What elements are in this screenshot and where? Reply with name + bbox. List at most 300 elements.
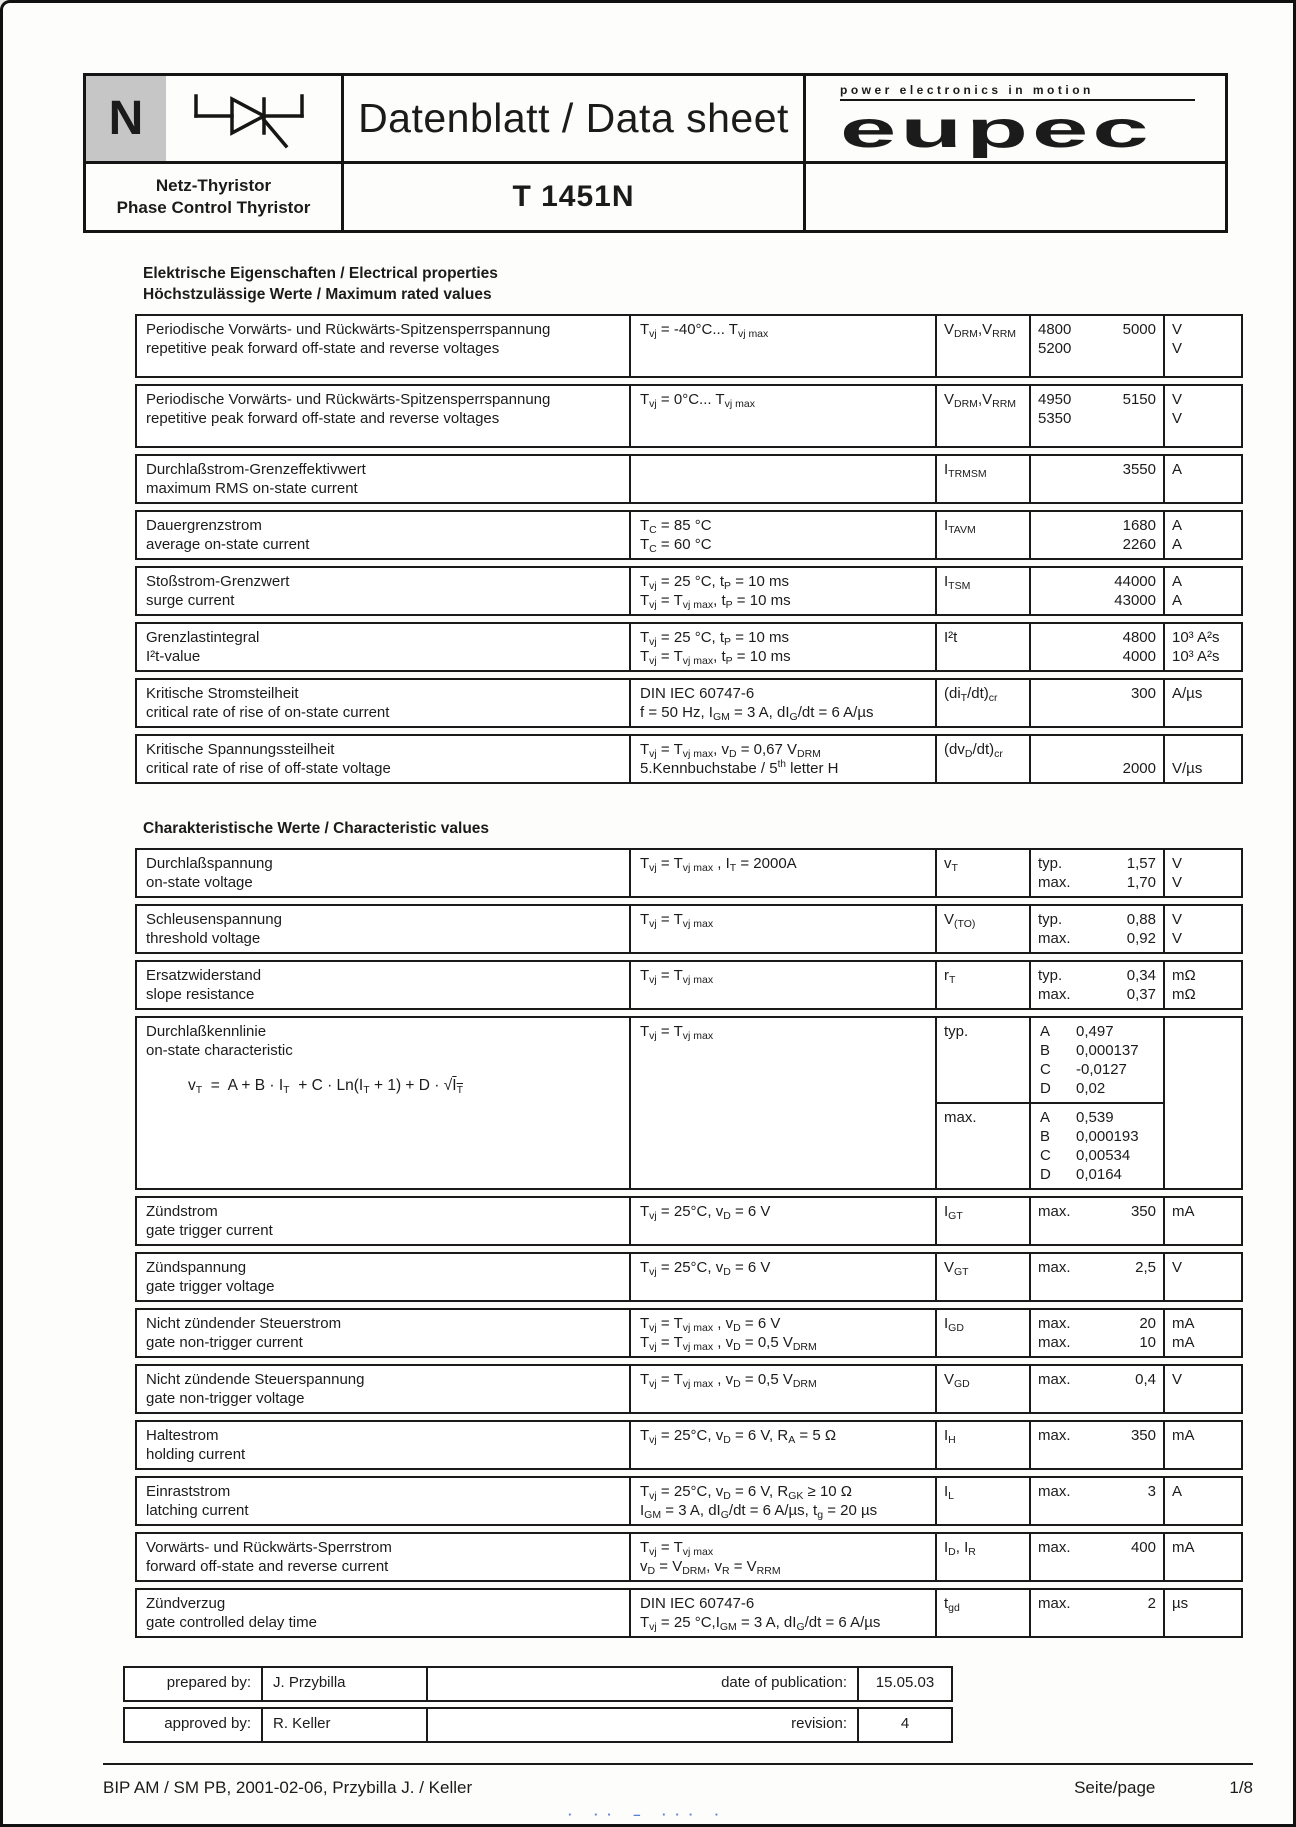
coefficient-row	[1040, 1127, 1154, 1146]
table-row	[135, 1252, 1243, 1302]
unit-cell	[1165, 850, 1241, 896]
value-qualifier: max.	[1038, 874, 1071, 891]
value-number: 5150	[1122, 391, 1156, 408]
coefficient-value: -0,0127	[1076, 1061, 1127, 1078]
coefficient-letter: B	[1040, 1042, 1051, 1059]
value-cell	[1031, 456, 1165, 502]
parameter-name-de: Ersatzwiderstand	[146, 967, 262, 984]
coefficient-value: 0,497	[1076, 1023, 1114, 1040]
unit-line: mΩ	[1172, 967, 1196, 984]
conditions-cell	[631, 906, 937, 952]
parameter-name-de: Durchlaßspannung	[146, 855, 273, 872]
value-cell	[1031, 568, 1165, 614]
conditions-cell	[631, 624, 937, 670]
conditions-cell	[631, 1478, 937, 1524]
conditions-cell	[631, 1422, 937, 1468]
parameter-name-en: holding current	[146, 1446, 246, 1463]
symbol-cell: $r_T$	[937, 962, 1031, 1008]
parameter-cell	[137, 906, 631, 952]
approved-by-value: R. Keller	[263, 1709, 428, 1741]
coefficient-letter: B	[1040, 1128, 1051, 1145]
parameter-cell	[137, 736, 631, 782]
spacer	[1062, 854, 1127, 873]
spacer	[1071, 320, 1122, 339]
unit-line: 10³ A²s	[1172, 629, 1220, 646]
spacer	[1038, 516, 1123, 535]
conditions-cell	[631, 512, 937, 558]
parameter-name-en: on-state voltage	[146, 874, 253, 891]
value-qualifier: max.	[1038, 1595, 1071, 1612]
value-number: 0,37	[1126, 986, 1156, 1003]
parameter-name-en: surge current	[146, 592, 235, 609]
value-qualifier: max.	[1038, 1427, 1071, 1444]
revision-label: revision:	[428, 1709, 859, 1741]
unit-line: V	[1172, 855, 1183, 872]
value-line	[1038, 516, 1156, 535]
condition-line: $T_{vj} = T_{vj max}$, $t_P = 10$ ms	[640, 648, 791, 667]
value-line	[1038, 390, 1156, 409]
parameter-name-en: threshold voltage	[146, 930, 261, 947]
condition-line: $T_{vj} = 25^\circ C$, $v_D = 6$ V	[640, 1259, 771, 1278]
value-line	[1038, 759, 1156, 778]
parameter-cell	[137, 1198, 631, 1244]
coefficient-row	[1040, 1060, 1154, 1079]
coefficient-letter: A	[1040, 1023, 1051, 1040]
coefficient-table	[937, 1018, 1165, 1188]
table-row	[135, 1532, 1243, 1582]
spacer	[1038, 591, 1114, 610]
symbol-cell: $t_{gd}$	[937, 1590, 1031, 1636]
parameter-cell	[137, 1018, 631, 1188]
unit-line	[1172, 740, 1234, 759]
value-line	[1038, 572, 1156, 591]
symbol-cell: $I_H$	[937, 1422, 1031, 1468]
value-line	[1038, 1538, 1156, 1557]
conditions-cell	[631, 1018, 937, 1188]
value-cell	[1031, 1198, 1165, 1244]
value-number: 1,70	[1126, 874, 1156, 891]
spacer	[1071, 1538, 1131, 1557]
spacer	[1038, 535, 1123, 554]
value-line	[1038, 929, 1156, 948]
part-number: T 1451N	[344, 164, 806, 230]
symbol-cell: $V_{GD}$	[937, 1366, 1031, 1412]
section-characteristic-values	[135, 818, 1243, 1638]
spacer	[1038, 460, 1123, 479]
parameter-name-de: Zündspannung	[146, 1259, 247, 1276]
parameter-cell	[137, 1254, 631, 1300]
value-cell	[1031, 386, 1165, 446]
unit-cell	[1165, 1422, 1241, 1468]
parameter-name-de: Nicht zündende Steuerspannung	[146, 1371, 365, 1388]
value-cell	[1031, 1590, 1165, 1636]
scan-artifact: · ·· – ··· ·	[568, 1807, 728, 1822]
table-row	[135, 1308, 1243, 1358]
spacer	[1071, 1202, 1131, 1221]
condition-line: $T_{vj} = 25^\circ C$, $v_D = 6$ V, $R_{GK} \ge 10$ Ω	[640, 1483, 853, 1502]
value-cell	[1031, 962, 1165, 1008]
spacer	[1071, 873, 1127, 892]
spacer	[1062, 910, 1127, 929]
coefficient-list	[1031, 1018, 1163, 1102]
value-cell	[1031, 1366, 1165, 1412]
brand-name: eupec	[840, 101, 1153, 160]
coefficient-row	[1040, 1108, 1154, 1127]
spacer	[1038, 759, 1123, 778]
parameter-cell	[137, 1310, 631, 1356]
value-cell	[1031, 316, 1165, 376]
coefficient-value: 0,0164	[1076, 1166, 1122, 1183]
publication-date-label: date of publication:	[428, 1668, 859, 1700]
value-line	[1038, 1594, 1156, 1613]
value-qualifier: typ.	[1038, 911, 1063, 928]
coefficient-value: 0,00534	[1076, 1147, 1131, 1164]
unit-cell	[1165, 906, 1241, 952]
parameter-cell	[137, 568, 631, 614]
parameter-name-de: Zündstrom	[146, 1203, 218, 1220]
condition-line: $T_{vj} = -40^\circ C$... $T_{vj max}$	[640, 321, 769, 340]
parameter-name-en: I²t-value	[146, 648, 201, 665]
value-number: 4000	[1122, 648, 1156, 665]
parameter-name-de: Grenzlastintegral	[146, 629, 260, 646]
conditions-cell	[631, 1198, 937, 1244]
unit-line: A	[1172, 517, 1183, 534]
table-row	[135, 904, 1243, 954]
parameter-name-en: repetitive peak forward off-state and reverse voltages	[146, 340, 500, 357]
value-line	[1038, 320, 1156, 339]
value-line	[1038, 339, 1156, 358]
unit-line: mA	[1172, 1203, 1195, 1220]
parameter-cell	[137, 1422, 631, 1468]
spacer	[1071, 985, 1127, 1004]
value-number: 2260	[1122, 536, 1156, 553]
unit-line: A	[1172, 536, 1183, 553]
unit-line: mA	[1172, 1334, 1195, 1351]
section-title: Charakteristische Werte / Characteristic values	[143, 820, 490, 837]
coefficient-row	[1040, 1079, 1154, 1098]
unit-line: V	[1172, 911, 1183, 928]
condition-line: $T_{vj} = T_{vj max}$ , $v_D = 0,5$ $V_{DRM}$	[640, 1334, 817, 1353]
parameter-name-en: slope resistance	[146, 986, 255, 1003]
value-number: 0,92	[1126, 930, 1156, 947]
value-secondary: 4950	[1038, 391, 1072, 408]
parameter-name-en: gate non-trigger voltage	[146, 1390, 305, 1407]
parameter-cell	[137, 316, 631, 376]
parameter-name-de: Einraststrom	[146, 1483, 231, 1500]
table-row	[135, 1364, 1243, 1414]
symbol-cell: $V_{GT}$	[937, 1254, 1031, 1300]
parameter-name-en: gate trigger voltage	[146, 1278, 275, 1295]
parameter-name-de: Nicht zündender Steuerstrom	[146, 1315, 342, 1332]
symbol-cell: I²t	[937, 624, 1031, 670]
parameter-name-de: Durchlaßstrom-Grenzeffektivwert	[146, 461, 366, 478]
condition-line: $T_C = 60$ °C	[640, 536, 712, 555]
spacer	[1071, 929, 1127, 948]
value-number: 2	[1147, 1595, 1156, 1612]
product-type-de: Netz-Thyristor	[155, 176, 272, 195]
table-row	[135, 960, 1243, 1010]
document-title: Datenblatt / Data sheet	[344, 76, 806, 161]
condition-line: $T_{vj} = T_{vj max}$	[640, 1539, 714, 1558]
table-row	[135, 622, 1243, 672]
condition-line: 5.Kennbuchstabe / 5th letter H	[640, 759, 839, 777]
spacer	[1071, 1370, 1136, 1389]
approved-by-label: approved by:	[125, 1709, 263, 1741]
section-subtitle: Höchstzulässige Werte / Maximum rated values	[143, 286, 492, 303]
value-number: 0,88	[1126, 911, 1156, 928]
unit-cell	[1165, 962, 1241, 1008]
condition-line: $v_D = V_{DRM}$, $v_R = V_{RRM}$	[640, 1558, 781, 1577]
value-line	[1038, 740, 1156, 759]
conditions-cell	[631, 1590, 937, 1636]
unit-line: mA	[1172, 1427, 1195, 1444]
table-row	[135, 1420, 1243, 1470]
condition-line: $T_{vj} = 25$ °C, $t_P = 10$ ms	[640, 573, 790, 592]
parameter-cell	[137, 1534, 631, 1580]
parameter-name-en: repetitive peak forward off-state and reverse voltages	[146, 410, 500, 427]
symbol-cell: $V_{DRM},V_{RRM}$	[937, 316, 1031, 376]
value-cell	[1031, 1534, 1165, 1580]
parameter-cell	[137, 456, 631, 502]
condition-line: DIN IEC 60747-6	[640, 1595, 755, 1612]
value-line	[1038, 591, 1156, 610]
unit-cell	[1165, 736, 1241, 782]
product-type	[86, 164, 344, 230]
value-qualifier: max.	[1038, 1371, 1071, 1388]
conditions-cell	[631, 736, 937, 782]
condition-line: $T_{vj} = 25$ $^\circ C,I_{GM} = 3$ A, $dI_G/dt = 6$ A/µs	[640, 1614, 881, 1633]
condition-line: $T_{vj} = T_{vj max}$	[640, 1023, 714, 1042]
approval-table	[123, 1666, 953, 1743]
spacer	[1071, 390, 1122, 409]
value-cell	[1031, 1422, 1165, 1468]
condition-line: $T_{vj} = T_{vj max}$, $v_D = 0,67$ $V_{DRM}$	[640, 741, 821, 760]
coefficient-list	[1031, 1104, 1163, 1188]
value-number: 44000	[1114, 573, 1156, 590]
spacer	[1071, 339, 1156, 358]
value-number: 20	[1139, 1315, 1156, 1332]
value-number: 1,57	[1126, 855, 1156, 872]
brand-logo	[806, 76, 1225, 161]
value-number: 4800	[1122, 629, 1156, 646]
spacer	[1071, 1314, 1140, 1333]
spacer	[1071, 1426, 1131, 1445]
header	[83, 73, 1228, 233]
unit-line: mA	[1172, 1315, 1195, 1332]
condition-line: $T_{vj} = 25$ °C, $t_P = 10$ ms	[640, 629, 790, 648]
parameter-name-de: Kritische Spannungssteilheit	[146, 741, 335, 758]
symbol-cell: $(di_T/dt)_{cr}$	[937, 680, 1031, 726]
parameter-cell	[137, 624, 631, 670]
value-number: 10	[1139, 1334, 1156, 1351]
table-row	[135, 314, 1243, 378]
parameter-cell	[137, 1366, 631, 1412]
parameter-cell	[137, 962, 631, 1008]
page-label: Seite/page	[1074, 1778, 1156, 1797]
value-secondary: 5350	[1038, 410, 1072, 427]
value-qualifier: max.	[1038, 1483, 1071, 1500]
condition-line: $T_{vj} = T_{vj max}$, $t_P = 10$ ms	[640, 592, 791, 611]
value-line	[1038, 910, 1156, 929]
coefficient-letter: A	[1040, 1109, 1051, 1126]
parameter-name-en: on-state characteristic	[146, 1042, 293, 1059]
table-row	[135, 454, 1243, 504]
parameter-name-de: Durchlaßkennlinie	[146, 1023, 267, 1040]
spacer	[1038, 647, 1123, 666]
thyristor-symbol-icon	[166, 76, 341, 161]
value-qualifier: max.	[1038, 1315, 1071, 1332]
device-symbol-cell	[86, 76, 344, 161]
value-qualifier: typ.	[1038, 967, 1063, 984]
value-line	[1038, 460, 1156, 479]
parameter-cell	[137, 680, 631, 726]
conditions-cell	[631, 680, 937, 726]
coefficient-letter: C	[1040, 1061, 1051, 1078]
unit-line: V	[1172, 321, 1183, 338]
coefficient-row	[1040, 1041, 1154, 1060]
condition-line: DIN IEC 60747-6	[640, 685, 755, 702]
document-reference: BIP AM / SM PB, 2001-02-06, Przybilla J. / Keller	[103, 1778, 473, 1797]
coefficient-value: 0,000137	[1076, 1042, 1139, 1059]
unit-line: V	[1172, 410, 1183, 427]
value-line	[1038, 873, 1156, 892]
page-footer	[103, 1763, 1253, 1798]
unit-line: µs	[1172, 1595, 1189, 1612]
qualifier-label: max.	[937, 1104, 1031, 1188]
unit-line: A	[1172, 1483, 1183, 1500]
value-line	[1038, 1482, 1156, 1501]
parameter-name-en: gate controlled delay time	[146, 1614, 317, 1631]
unit-line: V	[1172, 391, 1183, 408]
unit-line: mA	[1172, 1539, 1195, 1556]
condition-line: $T_C = 85$ °C	[640, 517, 712, 536]
value-cell	[1031, 1310, 1165, 1356]
unit-cell	[1165, 1254, 1241, 1300]
value-cell	[1031, 850, 1165, 896]
value-line	[1038, 985, 1156, 1004]
section-title: Elektrische Eigenschaften / Electrical properties	[143, 265, 498, 282]
table-row	[135, 566, 1243, 616]
unit-line: V/µs	[1172, 760, 1203, 777]
value-line	[1038, 1258, 1156, 1277]
characteristic-values-table	[135, 848, 1243, 1638]
coefficient-letter: D	[1040, 1166, 1051, 1183]
conditions-cell	[631, 1254, 937, 1300]
maximum-rated-values-table	[135, 314, 1243, 784]
revision-value: 4	[900, 1715, 910, 1732]
value-line	[1038, 966, 1156, 985]
spacer	[1071, 1482, 1148, 1501]
coefficient-value: 0,539	[1076, 1109, 1114, 1126]
value-cell	[1031, 736, 1165, 782]
value-number: 350	[1130, 1203, 1156, 1220]
spacer	[1038, 684, 1131, 703]
condition-line: $T_{vj} = T_{vj max}$ , $I_T = 2000A$	[640, 855, 797, 874]
value-secondary: 4800	[1038, 321, 1072, 338]
value-number: 350	[1130, 1427, 1156, 1444]
parameter-name-de: Kritische Stromsteilheit	[146, 685, 299, 702]
value-number: 2,5	[1135, 1259, 1156, 1276]
unit-cell	[1165, 1366, 1241, 1412]
conditions-cell	[631, 1366, 937, 1412]
prepared-by-value: J. Przybilla	[263, 1668, 428, 1700]
prepared-by-label: prepared by:	[125, 1668, 263, 1700]
table-row	[135, 1476, 1243, 1526]
value-qualifier: max.	[1038, 1203, 1071, 1220]
value-line	[1038, 1333, 1156, 1352]
page-number: 1/8	[1229, 1778, 1253, 1797]
coefficient-row	[1040, 1022, 1154, 1041]
conditions-cell	[631, 1310, 937, 1356]
header-bottom-row	[86, 164, 1225, 230]
value-number: 2000	[1122, 760, 1156, 777]
parameter-name-de: Dauergrenzstrom	[146, 517, 262, 534]
value-line	[1038, 1202, 1156, 1221]
conditions-cell	[631, 568, 937, 614]
unit-line: V	[1172, 930, 1183, 947]
symbol-cell: $I_{TAVM}$	[937, 512, 1031, 558]
value-cell	[1031, 512, 1165, 558]
table-row	[135, 384, 1243, 448]
value-qualifier: max.	[1038, 1539, 1071, 1556]
value-qualifier: max.	[1038, 930, 1071, 947]
parameter-name-de: Stoßstrom-Grenzwert	[146, 573, 290, 590]
unit-cell	[1165, 624, 1241, 670]
table-row	[135, 1196, 1243, 1246]
unit-cell	[1165, 1198, 1241, 1244]
condition-line: $T_{vj} = T_{vj max}$	[640, 911, 714, 930]
symbol-cell: $I_D$, $I_R$	[937, 1534, 1031, 1580]
value-number: 0,34	[1126, 967, 1156, 984]
value-cell	[1031, 1254, 1165, 1300]
symbol-cell: $I_{TSM}$	[937, 568, 1031, 614]
unit-cell	[1165, 456, 1241, 502]
parameter-name-en: maximum RMS on-state current	[146, 480, 358, 497]
value-qualifier: max.	[1038, 986, 1071, 1003]
symbol-cell: $I_{GT}$	[937, 1198, 1031, 1244]
symbol-cell: $V_{DRM},V_{RRM}$	[937, 386, 1031, 446]
spacer	[1038, 628, 1123, 647]
symbol-cell: $(dv_D/dt)_{cr}$	[937, 736, 1031, 782]
parameter-name-de: Haltestrom	[146, 1427, 219, 1444]
value-line	[1038, 854, 1156, 873]
condition-line: $T_{vj} = 0^\circ C$... $T_{vj max}$	[640, 391, 755, 410]
publication-date-value: 15.05.03	[875, 1674, 935, 1691]
condition-line: $T_{vj} = 25^\circ C$, $v_D = 6$ V	[640, 1203, 771, 1222]
coefficient-group	[937, 1102, 1163, 1188]
spacer	[1071, 1594, 1148, 1613]
value-qualifier: max.	[1038, 1259, 1071, 1276]
parameter-name-en: critical rate of rise of on-state current	[146, 704, 390, 721]
parameter-name-en: average on-state current	[146, 536, 310, 553]
parameter-cell	[137, 1478, 631, 1524]
value-secondary: 5200	[1038, 340, 1072, 357]
spacer	[1071, 1258, 1136, 1277]
coefficient-group	[937, 1018, 1163, 1102]
symbol-cell: $v_T$	[937, 850, 1031, 896]
value-line	[1038, 409, 1156, 428]
spacer	[1071, 1333, 1140, 1352]
condition-line: $T_{vj} = T_{vj max}$ , $v_D = 0,5$ $V_{DRM}$	[640, 1371, 817, 1390]
unit-cell	[1165, 1478, 1241, 1524]
coefficient-letter: C	[1040, 1147, 1051, 1164]
symbol-cell: $I_{TRMSM}$	[937, 456, 1031, 502]
symbol-cell: $I_{GD}$	[937, 1310, 1031, 1356]
unit-cell	[1165, 1590, 1241, 1636]
unit-line: A	[1172, 461, 1183, 478]
value-number: 3550	[1122, 461, 1156, 478]
qualifier-label: typ.	[937, 1018, 1031, 1102]
